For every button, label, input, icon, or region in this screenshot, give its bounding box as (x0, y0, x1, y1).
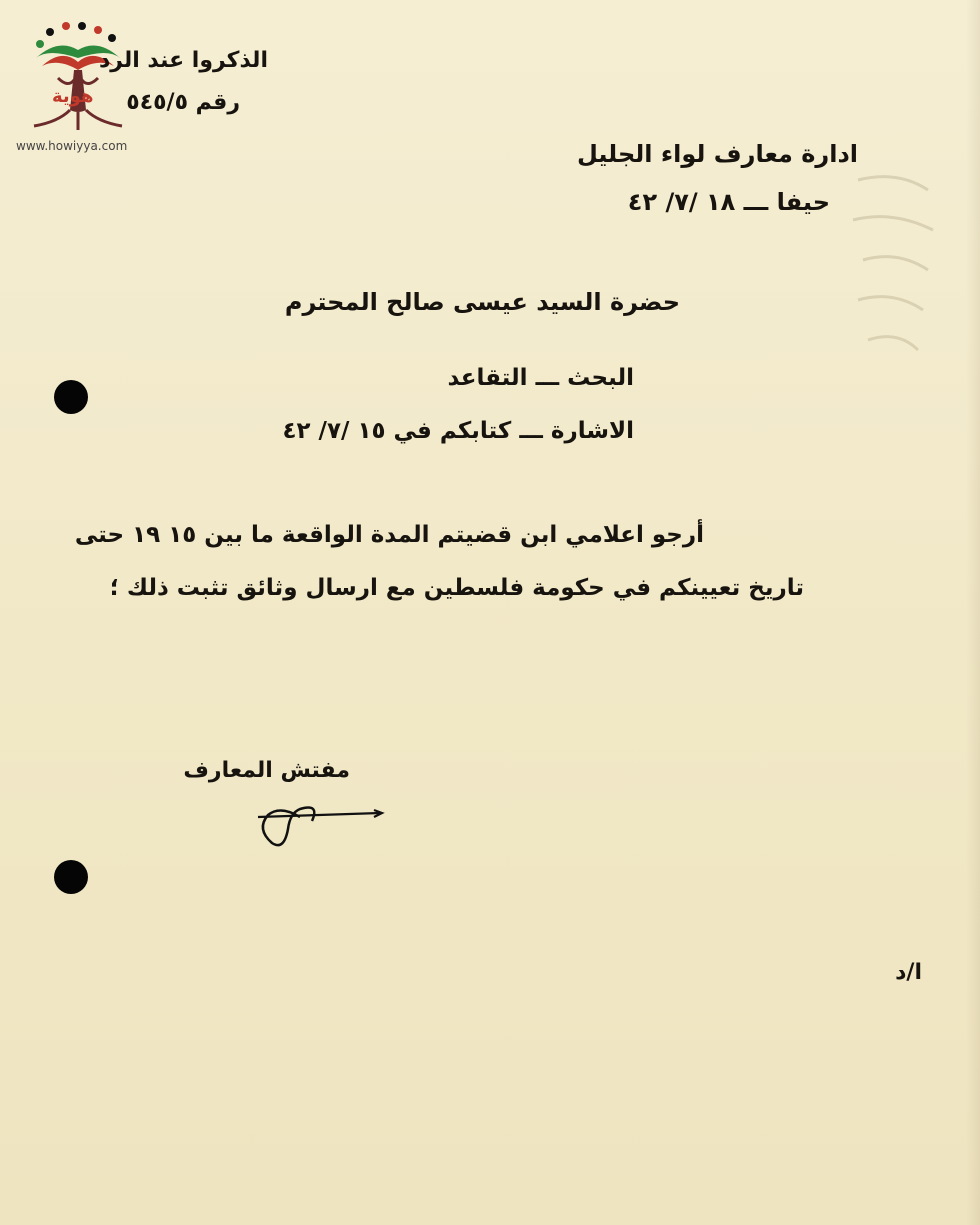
faint-stamp-mark (838, 160, 948, 390)
signatory-title: مفتش المعارف (183, 758, 350, 783)
punch-hole-bottom (54, 860, 88, 894)
logo-url: www.howiyya.com (16, 139, 128, 153)
paper-edge-shadow (966, 0, 980, 1225)
handwritten-signature (250, 795, 390, 855)
sender-department: ادارة معارف لواء الجليل (576, 140, 858, 168)
body-line-2: تاريخ تعيينكم في حكومة فلسطين مع ارسال وثائق تثبت ذلك ؛ (109, 575, 804, 601)
reference-line: الاشارة ـــ كتابكم في ١٥ /٧/ ٤٢ (282, 418, 634, 444)
logo-wordmark: هوية (52, 86, 94, 107)
punch-hole-top (54, 380, 88, 414)
sender-place-date: حيفا ـــ ١٨ /٧/ ٤٢ (627, 188, 830, 216)
howiyya-logo (28, 18, 128, 136)
body-line-1: أرجو اعلامي ابن قضيتم المدة الواقعة ما بين ١٥ ١٩ حتى (74, 522, 704, 548)
reply-note: الذكروا عند الرد (98, 48, 268, 73)
addressee: حضرة السيد عيسى صالح المحترم (284, 288, 680, 316)
footer-code: ا/د (895, 960, 922, 985)
reference-number: رقم ٥٤٥/٥ (126, 90, 240, 115)
subject-line: البحث ـــ التقاعد (447, 365, 634, 391)
